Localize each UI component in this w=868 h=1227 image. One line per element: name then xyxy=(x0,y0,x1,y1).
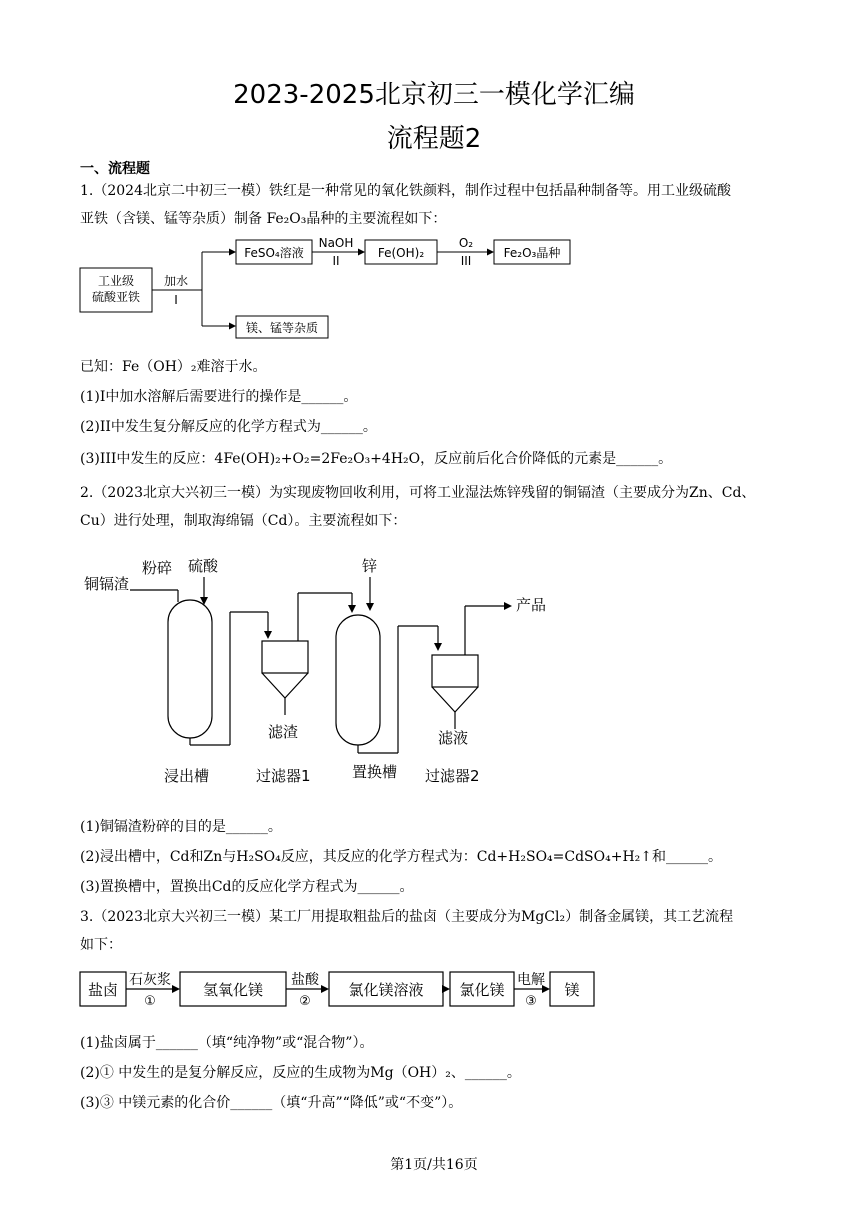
q3-box-3-label: 氯化镁溶液 xyxy=(348,981,424,999)
section-heading: 一、流程题 xyxy=(80,161,150,177)
q1-step3-label: O₂ xyxy=(458,236,474,250)
q1-box-a-label: FeSO₄溶液 xyxy=(244,246,304,260)
q2-flow-diagram xyxy=(80,555,580,795)
q3-step2-num: ② xyxy=(299,994,311,1009)
q3-box-5-label: 镁 xyxy=(564,981,580,999)
q3-box-1-label: 盐卤 xyxy=(87,981,119,999)
q1-part2: (2)II中发生复分解反应的化学方程式为______。 xyxy=(80,419,377,435)
q2-filter2-label: 过滤器2 xyxy=(425,767,480,785)
q3-step2-label: 盐酸 xyxy=(291,972,319,988)
q2-filter1 xyxy=(262,641,308,673)
q2-filter1-label: 过滤器1 xyxy=(256,767,311,785)
q3-step1-label: 石灰浆 xyxy=(129,972,171,988)
q3-flow-diagram xyxy=(78,966,608,1014)
q3-step3-label: 电解 xyxy=(517,972,545,988)
q2-stem-line2: Cu）进行处理，制取海绵镉（Cd）。主要流程如下： xyxy=(80,513,407,529)
q3-stem-line1: 3.（2023北京大兴初三一模）某工厂用提取粗盐后的盐卤（主要成分为MgCl₂）制备金属镁，其工艺流程 xyxy=(80,909,734,925)
q1-step2-num: II xyxy=(332,254,340,268)
q2-part3: (3)置换槽中，置换出Cd的反应化学方程式为______。 xyxy=(80,879,414,895)
q3-part3: (3)③ 中镁元素的化合价______（填“升高”“降低”或“不变”）。 xyxy=(80,1095,463,1111)
q3-step3-num: ③ xyxy=(525,994,537,1009)
q1-box-b-label: Fe(OH)₂ xyxy=(377,246,425,260)
q1-stem-line2: 亚铁（含镁、锰等杂质）制备 Fe₂O₃晶种的主要流程如下： xyxy=(80,211,447,227)
q1-step1-label: 加水 xyxy=(163,274,189,288)
q2-acid-label: 硫酸 xyxy=(188,557,219,575)
q1-flow-diagram xyxy=(78,232,578,344)
q1-known: 已知：Fe（OH）₂难溶于水。 xyxy=(80,359,267,375)
q2-crush-label: 粉碎 xyxy=(142,559,173,577)
document-subtitle: 流程题2 xyxy=(386,124,482,154)
page-number: 第1页/共16页 xyxy=(390,1157,478,1173)
q2-tank1-label: 浸出槽 xyxy=(164,767,210,785)
q1-step3-num: III xyxy=(460,254,472,268)
q1-box-c-label: Fe₂O₃晶种 xyxy=(503,246,561,260)
q2-input-label: 铜镉渣 xyxy=(84,575,130,593)
q2-filtrate-label: 滤液 xyxy=(438,729,469,747)
q1-part1: (1)I中加水溶解后需要进行的操作是______。 xyxy=(80,389,358,405)
q1-start-label-1: 工业级 xyxy=(97,274,135,288)
q2-stem-line1: 2.（2023北京大兴初三一模）为实现废物回收利用，可将工业湿法炼锌残留的铜镉渣（主要成分为Zn、Cd、 xyxy=(80,485,756,501)
q3-step1-num: ① xyxy=(144,994,156,1009)
q3-box-2-label: 氢氧化镁 xyxy=(202,981,264,999)
document-title: 2023-2025北京初三一模化学汇编 xyxy=(233,80,635,110)
q2-part2: (2)浸出槽中，Cd和Zn与H₂SO₄反应，其反应的化学方程式为：Cd+H₂SO₄=CdSO₄+H₂↑和______。 xyxy=(80,849,723,865)
q3-part2: (2)① 中发生的是复分解反应，反应的生成物为Mg（OH）₂、______。 xyxy=(80,1065,521,1081)
q2-tank2 xyxy=(336,615,380,745)
q1-part3: (3)III中发生的反应：4Fe(OH)₂+O₂=2Fe₂O₃+4H₂O，反应前后化合价降低的元素是______。 xyxy=(80,451,673,467)
q2-product-label: 产品 xyxy=(516,596,547,614)
q2-zinc-label: 锌 xyxy=(362,557,378,575)
q1-box-d-label: 镁、锰等杂质 xyxy=(245,321,319,335)
q2-tank2-label: 置换槽 xyxy=(352,763,398,781)
q2-part1: (1)铜镉渣粉碎的目的是______。 xyxy=(80,819,282,835)
q2-filter2 xyxy=(432,655,478,687)
q3-stem-line2: 如下： xyxy=(80,937,122,953)
q1-start-label-2: 硫酸亚铁 xyxy=(91,290,141,304)
q2-tank1 xyxy=(168,600,212,738)
q3-part1: (1)盐卤属于______（填“纯净物”或“混合物”）。 xyxy=(80,1035,374,1051)
q1-step2-label: NaOH xyxy=(318,236,354,250)
q3-box-4-label: 氯化镁 xyxy=(459,981,505,999)
q1-stem-line1: 1.（2024北京二中初三一模）铁红是一种常见的氧化铁颜料，制作过程中包括晶种制备等。用工业级硫酸 xyxy=(80,183,731,199)
q2-residue-label: 滤渣 xyxy=(268,723,299,741)
q1-step1-num: I xyxy=(174,293,178,307)
